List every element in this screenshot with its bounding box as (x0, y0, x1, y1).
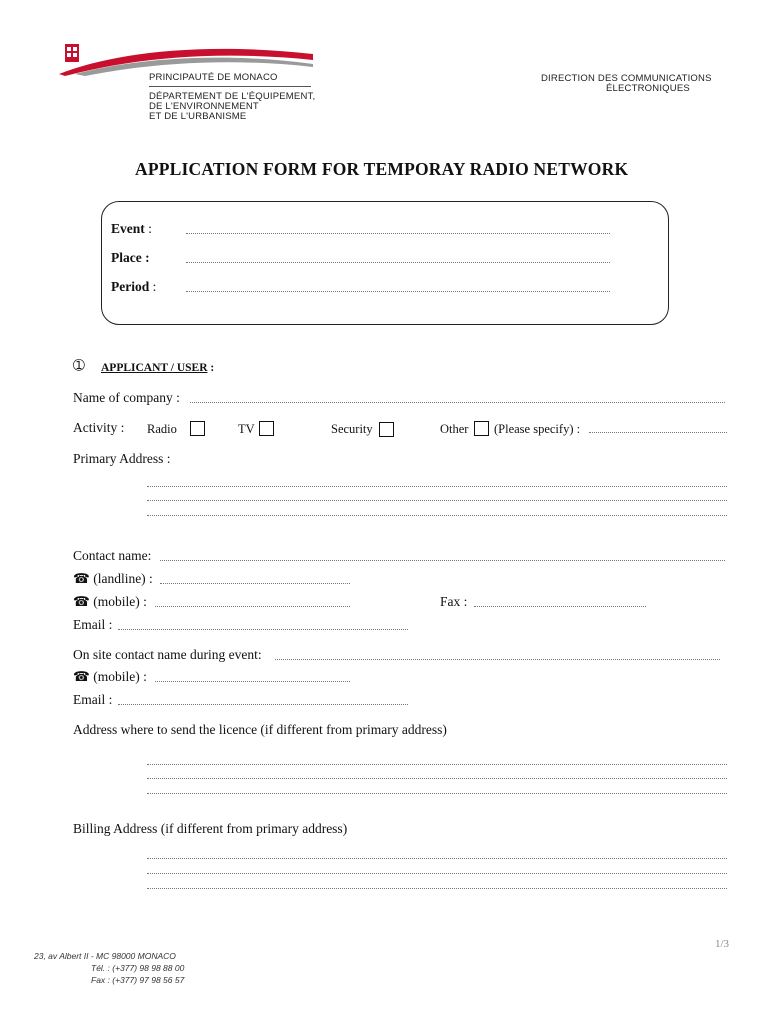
email-label: Email : (73, 617, 113, 632)
onsite-email-label: Email : (73, 692, 113, 707)
onsite-mobile-label: (mobile) : (93, 669, 147, 684)
licence-address-line-2[interactable] (147, 778, 727, 779)
mobile-row (73, 594, 147, 610)
primary-address-label: Primary Address : (73, 451, 171, 466)
phone-icon: ☎ (73, 669, 90, 684)
event-label: Event (111, 221, 145, 236)
mobile-label: (mobile) : (93, 594, 147, 609)
onsite-contact-field[interactable] (275, 659, 720, 660)
footer-fax: Fax : (+377) 97 98 56 57 (91, 975, 185, 985)
event-label-row (111, 221, 152, 237)
option-radio-label: Radio (147, 422, 177, 436)
licence-address-label: Address where to send the licence (if different from primary address) (73, 722, 447, 737)
monaco-coat-of-arms-logo (55, 40, 315, 76)
period-field[interactable] (186, 291, 610, 292)
billing-address-label: Billing Address (if different from primary address) (73, 821, 348, 836)
landline-row (73, 571, 153, 587)
billing-address-line-3[interactable] (147, 888, 727, 889)
org-name: PRINCIPAUTÉ DE MONACO (149, 72, 278, 83)
footer-phone: Tél. : (+377) 98 98 88 00 (91, 963, 185, 973)
please-specify-label: (Please specify) : (494, 422, 581, 436)
header-divider (149, 86, 311, 87)
billing-address-line-2[interactable] (147, 873, 727, 874)
landline-field[interactable] (160, 583, 350, 584)
option-tv-label: TV (238, 422, 255, 436)
direction-line-2: ÉLECTRONIQUES (606, 83, 690, 94)
monaco-logo (55, 40, 315, 76)
section-number: ➀ (73, 359, 85, 374)
applicant-heading-row (101, 360, 214, 376)
fax-label: Fax : (440, 594, 468, 609)
tv-checkbox[interactable] (259, 421, 274, 436)
licence-address-line-1[interactable] (147, 764, 727, 765)
billing-address-line-1[interactable] (147, 858, 727, 859)
phone-icon: ☎ (73, 571, 90, 586)
contact-name-label: Contact name: (73, 548, 152, 563)
primary-address-line-2[interactable] (147, 500, 727, 501)
dept-line-1: DÉPARTEMENT DE L'ÉQUIPEMENT, (149, 91, 316, 102)
period-label: Period (111, 279, 150, 294)
option-security-label: Security (331, 422, 373, 436)
company-field[interactable] (190, 402, 725, 403)
applicant-heading: APPLICANT / USER (101, 362, 208, 374)
event-field[interactable] (186, 233, 610, 234)
place-field[interactable] (186, 262, 610, 263)
option-other-label: Other (440, 422, 469, 436)
onsite-mobile-field[interactable] (155, 681, 350, 682)
phone-icon: ☎ (73, 594, 90, 609)
dept-line-2: DE L'ENVIRONNEMENT (149, 101, 259, 112)
email-field[interactable] (118, 629, 408, 630)
primary-address-line-3[interactable] (147, 515, 727, 516)
other-checkbox[interactable] (474, 421, 489, 436)
onsite-mobile-row (73, 669, 147, 685)
applicant-heading-colon: : (210, 362, 215, 374)
fax-field[interactable] (474, 606, 646, 607)
page-number: 1/3 (715, 938, 730, 950)
dept-line-3: ET DE L'URBANISME (149, 111, 247, 122)
onsite-email-field[interactable] (118, 704, 408, 705)
onsite-contact-label: On site contact name during event: (73, 647, 262, 662)
radio-checkbox[interactable] (190, 421, 205, 436)
footer-address: 23, av Albert II - MC 98000 MONACO (34, 951, 176, 961)
other-specify-field[interactable] (589, 432, 727, 433)
mobile-field[interactable] (155, 606, 350, 607)
activity-label: Activity : (73, 420, 125, 435)
place-label: Place : (111, 250, 150, 265)
event-colon: : (148, 221, 152, 236)
primary-address-line-1[interactable] (147, 486, 727, 487)
licence-address-line-3[interactable] (147, 793, 727, 794)
period-colon: : (152, 279, 157, 294)
company-label: Name of company : (73, 390, 180, 405)
direction-line-1: DIRECTION DES COMMUNICATIONS (541, 73, 712, 84)
security-checkbox[interactable] (379, 422, 394, 437)
form-title: APPLICATION FORM FOR TEMPORAY RADIO NETWORK (135, 159, 629, 179)
contact-name-field[interactable] (160, 560, 725, 561)
event-details-box (101, 201, 669, 325)
period-label-row (111, 279, 156, 295)
landline-label: (landline) : (93, 571, 153, 586)
